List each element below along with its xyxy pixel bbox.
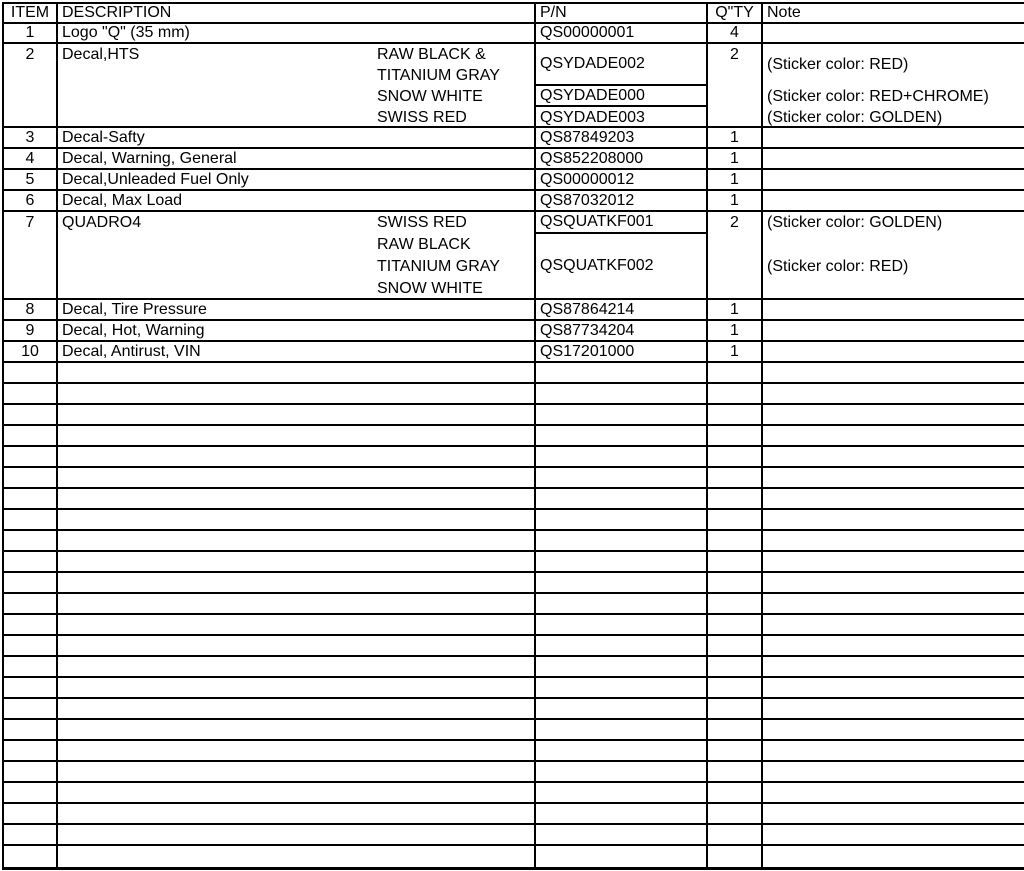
variant-label: SNOW WHITE — [377, 87, 483, 105]
empty-row — [4, 741, 1024, 762]
cell-pn: QS87032012 — [536, 191, 708, 210]
empty-row — [4, 846, 1024, 867]
empty-row — [4, 762, 1024, 783]
empty-row — [4, 552, 1024, 573]
empty-row — [4, 804, 1024, 825]
empty-row — [4, 510, 1024, 531]
cell-qty: 1 — [708, 321, 763, 340]
cell-note — [763, 191, 1024, 210]
empty-row — [4, 657, 1024, 678]
cell-description — [58, 212, 536, 298]
empty-row — [4, 783, 1024, 804]
pn-subcell: QSQUATKF001 — [536, 212, 706, 234]
cell-item: 6 — [4, 191, 58, 210]
pn-subcell: QSQUATKF002 — [540, 257, 654, 274]
note-line: (Sticker color: RED) — [767, 258, 909, 275]
cell-description: Decal, Antirust, VIN — [58, 342, 536, 361]
empty-row — [4, 699, 1024, 720]
cell-qty: 1 — [708, 342, 763, 361]
cell-description: Decal,Unleaded Fuel Only — [58, 170, 536, 189]
cell-description: Decal, Hot, Warning — [58, 321, 536, 340]
empty-row — [4, 447, 1024, 468]
cell-item: 5 — [4, 170, 58, 189]
cell-item: 10 — [4, 342, 58, 361]
empty-row — [4, 825, 1024, 846]
cell-item: 2 — [4, 44, 58, 126]
description-label: Decal,HTS — [62, 45, 140, 63]
empty-row — [4, 468, 1024, 489]
pn-subcell: QSYDADE003 — [540, 108, 645, 126]
empty-row — [4, 426, 1024, 447]
cell-note — [763, 300, 1024, 319]
cell-description: Decal, Max Load — [58, 191, 536, 210]
table-row — [4, 300, 1024, 321]
cell-note — [763, 342, 1024, 361]
table-row — [4, 191, 1024, 212]
cell-qty: 4 — [708, 24, 763, 42]
table-row — [4, 321, 1024, 342]
empty-row — [4, 531, 1024, 552]
empty-row — [4, 594, 1024, 615]
empty-row — [4, 636, 1024, 657]
cell-note — [763, 212, 1024, 298]
cell-description: Decal-Safty — [58, 128, 536, 147]
cell-item: 8 — [4, 300, 58, 319]
cell-description — [58, 44, 536, 126]
variant-label: SNOW WHITE — [377, 280, 483, 297]
variant-label: SWISS RED — [377, 108, 467, 126]
cell-item: 4 — [4, 149, 58, 168]
description-label: QUADRO4 — [62, 214, 142, 231]
note-line: (Sticker color: RED+CHROME) — [767, 87, 989, 105]
cell-qty: 1 — [708, 300, 763, 319]
parts-table — [2, 2, 1024, 870]
cell-pn: QS852208000 — [536, 149, 708, 168]
empty-row — [4, 363, 1024, 384]
header-pn: P/N — [536, 4, 708, 22]
table-row — [4, 44, 1024, 128]
cell-note — [763, 24, 1024, 42]
note-line: (Sticker color: GOLDEN) — [767, 108, 943, 126]
cell-qty: 1 — [708, 128, 763, 147]
empty-row — [4, 384, 1024, 405]
cell-description: Decal, Warning, General — [58, 149, 536, 168]
variant-label: RAW BLACK & — [377, 45, 486, 63]
table-row — [4, 149, 1024, 170]
variant-list — [377, 44, 500, 126]
cell-pn: QS87864214 — [536, 300, 708, 319]
header-row — [4, 4, 1024, 24]
cell-qty: 1 — [708, 149, 763, 168]
variant-list — [377, 212, 500, 298]
pn-subcell: QSYDADE000 — [536, 86, 706, 107]
cell-pn — [536, 212, 708, 298]
header-qty: Q"TY — [708, 4, 763, 22]
cell-qty: 2 — [708, 212, 763, 298]
note-line: (Sticker color: GOLDEN) — [767, 214, 943, 231]
header-note: Note — [767, 4, 801, 21]
table-row — [4, 342, 1024, 363]
variant-label: TITANIUM GRAY — [377, 258, 500, 275]
note-line: (Sticker color: RED) — [767, 56, 909, 73]
empty-row — [4, 615, 1024, 636]
cell-description: Logo "Q" (35 mm) — [58, 24, 536, 42]
cell-pn: QS87849203 — [536, 128, 708, 147]
variant-label: RAW BLACK — [377, 236, 471, 253]
cell-note — [763, 321, 1024, 340]
empty-row — [4, 489, 1024, 510]
variant-label: SWISS RED — [377, 214, 467, 231]
cell-qty: 1 — [708, 170, 763, 189]
variant-label: TITANIUM GRAY — [377, 66, 500, 84]
cell-item: 7 — [4, 212, 58, 298]
cell-description: Decal, Tire Pressure — [58, 300, 536, 319]
table-row — [4, 170, 1024, 191]
header-description: DESCRIPTION — [58, 4, 536, 22]
cell-pn: QS87734204 — [536, 321, 708, 340]
cell-pn: QS00000001 — [536, 24, 708, 42]
table-row — [4, 24, 1024, 44]
pn-subcell: QSYDADE002 — [536, 44, 706, 86]
cell-item: 9 — [4, 321, 58, 340]
cell-qty: 2 — [708, 44, 763, 126]
cell-pn: QS00000012 — [536, 170, 708, 189]
header-item: ITEM — [4, 4, 58, 22]
cell-note — [763, 170, 1024, 189]
cell-item: 1 — [4, 24, 58, 42]
cell-pn — [536, 44, 708, 126]
table-row — [4, 128, 1024, 149]
cell-note — [763, 44, 1024, 126]
empty-row — [4, 573, 1024, 594]
cell-note — [763, 149, 1024, 168]
cell-pn: QS17201000 — [536, 342, 708, 361]
empty-row — [4, 720, 1024, 741]
empty-row — [4, 405, 1024, 426]
table-row — [4, 212, 1024, 300]
empty-row — [4, 678, 1024, 699]
cell-item: 3 — [4, 128, 58, 147]
cell-qty: 1 — [708, 191, 763, 210]
cell-note — [763, 128, 1024, 147]
